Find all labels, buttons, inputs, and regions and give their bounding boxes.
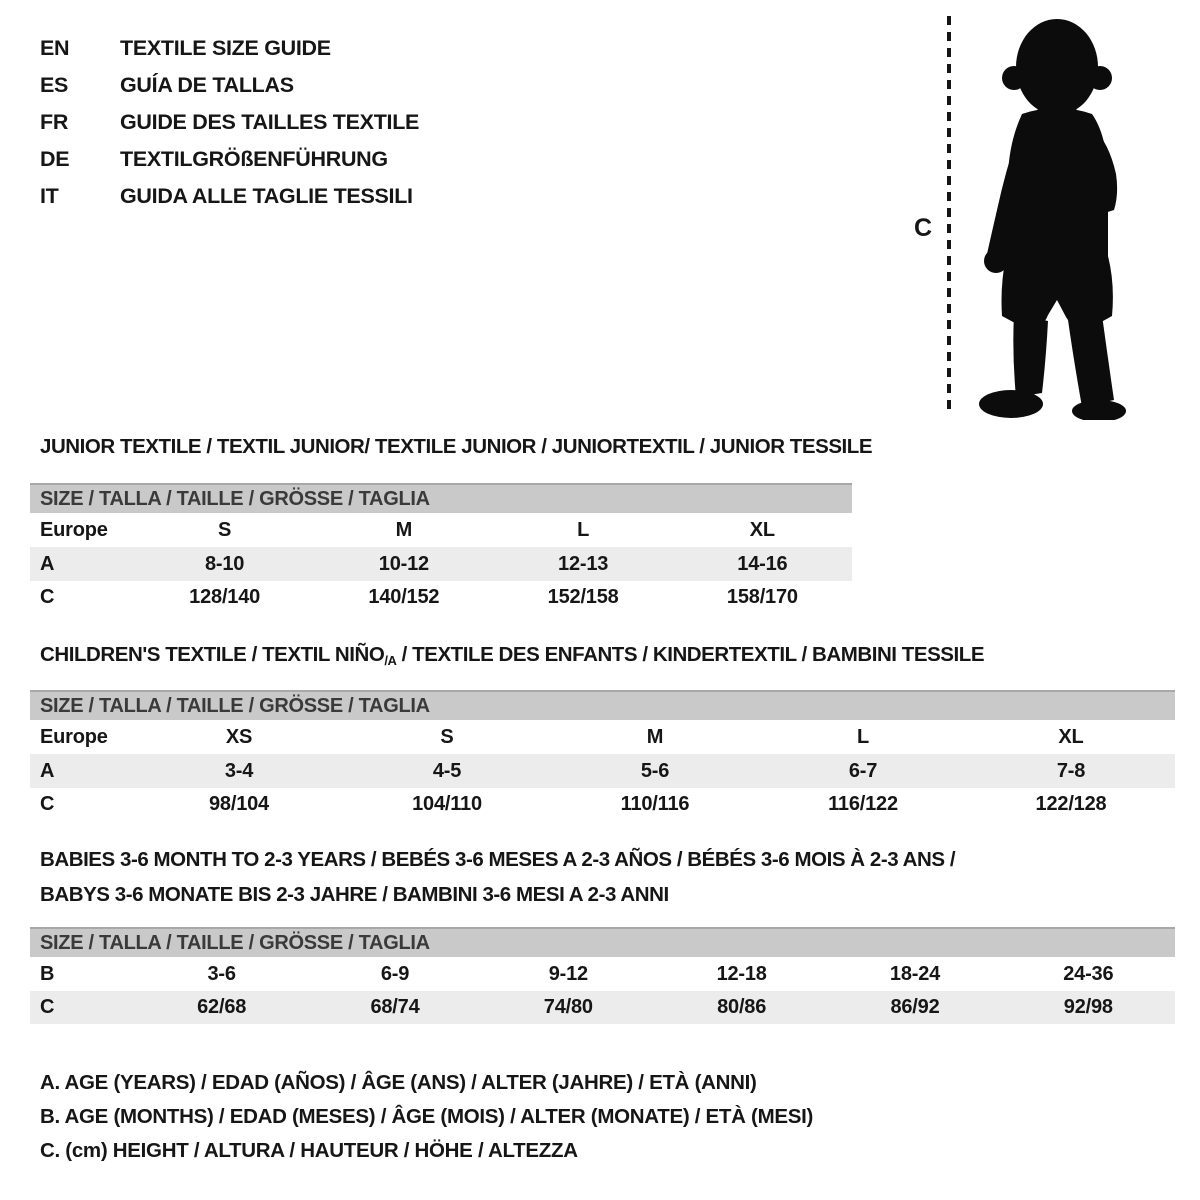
months-cell: 6-9 <box>380 962 410 985</box>
children-size-table <box>30 690 1175 821</box>
age-cell: 3-4 <box>224 759 254 782</box>
heading-line-1: BABIES 3-6 MONTH TO 2-3 YEARS / BEBÉS 3-6 MESES A 2-3 AÑOS / BÉBÉS 3-6 MOIS À 2-3 ANS / <box>40 848 956 871</box>
legend-footnotes <box>40 1066 813 1168</box>
heading-line-2: BABYS 3-6 MONATE BIS 2-3 JAHRE / BAMBINI 3-6 MESI A 2-3 ANNI <box>40 883 669 906</box>
height-cell: 92/98 <box>1063 996 1113 1018</box>
guide-title-en: TEXTILE SIZE GUIDE <box>120 36 331 60</box>
babies-size-table <box>30 927 1175 1024</box>
age-cell: 10-12 <box>378 552 429 575</box>
heading-subscript: /A <box>384 653 397 668</box>
height-cell: 74/80 <box>543 996 593 1018</box>
language-code: EN <box>40 36 70 60</box>
row-label: A <box>40 552 55 575</box>
size-header-bar: SIZE / TALLA / TAILLE / GRÖSSE / TAGLIA <box>30 483 852 513</box>
size-cell: S <box>440 725 454 748</box>
footnote-c: C. (cm) HEIGHT / ALTURA / HAUTEUR / HÖHE / ALTEZZA <box>40 1139 578 1162</box>
table-row-europe <box>30 720 1175 754</box>
age-cell: 12-13 <box>558 552 609 575</box>
table-row-height <box>30 788 1175 821</box>
language-title-block <box>40 30 419 215</box>
table-row-age <box>30 547 852 581</box>
height-cell: 116/122 <box>828 793 898 815</box>
language-code: ES <box>40 73 69 97</box>
junior-size-table <box>30 483 852 614</box>
table-row-months <box>30 957 1175 991</box>
language-code: FR <box>40 110 69 134</box>
height-cell: 152/158 <box>547 586 619 608</box>
months-cell: 3-6 <box>207 962 236 985</box>
size-cell: L <box>856 725 870 748</box>
guide-title-es: GUÍA DE TALLAS <box>120 73 294 97</box>
height-measure-dashed-line <box>947 16 951 414</box>
height-cell: 104/110 <box>412 793 482 815</box>
row-label: C <box>40 793 55 815</box>
section-heading-junior: JUNIOR TEXTILE / TEXTIL JUNIOR/ TEXTILE JUNIOR / JUNIORTEXTIL / JUNIOR TESSILE <box>40 435 873 458</box>
height-cell: 110/116 <box>620 793 690 815</box>
figure-height-label: C <box>914 214 933 242</box>
language-row-de <box>40 141 419 178</box>
size-cell: M <box>646 725 664 748</box>
guide-title-de: TEXTILGRÖßENFÜHRUNG <box>120 147 388 171</box>
height-cell: 98/104 <box>209 793 269 815</box>
height-cell: 86/92 <box>890 996 940 1018</box>
months-cell: 12-18 <box>716 962 767 985</box>
section-heading-children <box>40 642 984 674</box>
size-cell: XL <box>1058 725 1084 748</box>
age-cell: 14-16 <box>737 552 788 575</box>
row-label: Europe <box>40 518 108 541</box>
height-cell: 68/74 <box>370 996 420 1018</box>
toddler-silhouette-icon <box>965 14 1137 420</box>
months-cell: 18-24 <box>889 962 941 985</box>
height-cell: 122/128 <box>1035 793 1107 815</box>
row-label: C <box>40 996 55 1018</box>
language-code: IT <box>40 184 59 208</box>
months-cell: 9-12 <box>548 962 588 985</box>
language-row-en <box>40 30 419 67</box>
footnote-a: A. AGE (YEARS) / EDAD (AÑOS) / ÂGE (ANS) / ALTER (JAHRE) / ETÀ (ANNI) <box>40 1071 757 1094</box>
age-cell: 6-7 <box>848 759 878 782</box>
height-cell: 140/152 <box>368 586 440 608</box>
age-cell: 7-8 <box>1056 759 1086 782</box>
section-heading-babies <box>40 847 955 917</box>
footnote-b: B. AGE (MONTHS) / EDAD (MESES) / ÂGE (MOIS) / ALTER (MONATE) / ETÀ (MESI) <box>40 1105 814 1128</box>
table-row-height <box>30 581 852 614</box>
table-row-age <box>30 754 1175 788</box>
height-cell: 158/170 <box>726 586 798 608</box>
row-label: B <box>40 962 55 985</box>
language-row-es <box>40 67 419 104</box>
size-cell: XS <box>225 725 253 748</box>
language-row-it <box>40 178 419 215</box>
heading-text: / TEXTILE DES ENFANTS / KINDERTEXTIL / BAMBINI TESSILE <box>396 643 985 666</box>
size-cell: XL <box>749 518 775 541</box>
size-header-bar: SIZE / TALLA / TAILLE / GRÖSSE / TAGLIA <box>30 927 1175 957</box>
heading-text: CHILDREN'S TEXTILE / TEXTIL NIÑO <box>40 643 385 666</box>
months-cell: 24-36 <box>1063 962 1114 985</box>
height-cell: 62/68 <box>197 996 247 1018</box>
age-cell: 4-5 <box>432 759 462 782</box>
age-cell: 8-10 <box>205 552 245 575</box>
height-cell: 128/140 <box>189 586 261 608</box>
height-cell: 80/86 <box>717 996 767 1018</box>
guide-title-fr: GUIDE DES TAILLES TEXTILE <box>120 110 420 134</box>
size-cell: M <box>395 518 413 541</box>
size-cell: L <box>577 518 590 541</box>
size-header-bar: SIZE / TALLA / TAILLE / GRÖSSE / TAGLIA <box>30 690 1175 720</box>
language-code: DE <box>40 147 70 171</box>
guide-title-it: GUIDA ALLE TAGLIE TESSILI <box>120 184 413 208</box>
table-row-europe <box>30 513 852 547</box>
age-cell: 5-6 <box>640 759 670 782</box>
size-cell: S <box>218 518 232 541</box>
row-label: C <box>40 586 55 608</box>
row-label: A <box>40 759 55 782</box>
table-row-height <box>30 991 1175 1024</box>
row-label: Europe <box>40 725 108 748</box>
language-row-fr <box>40 104 419 141</box>
